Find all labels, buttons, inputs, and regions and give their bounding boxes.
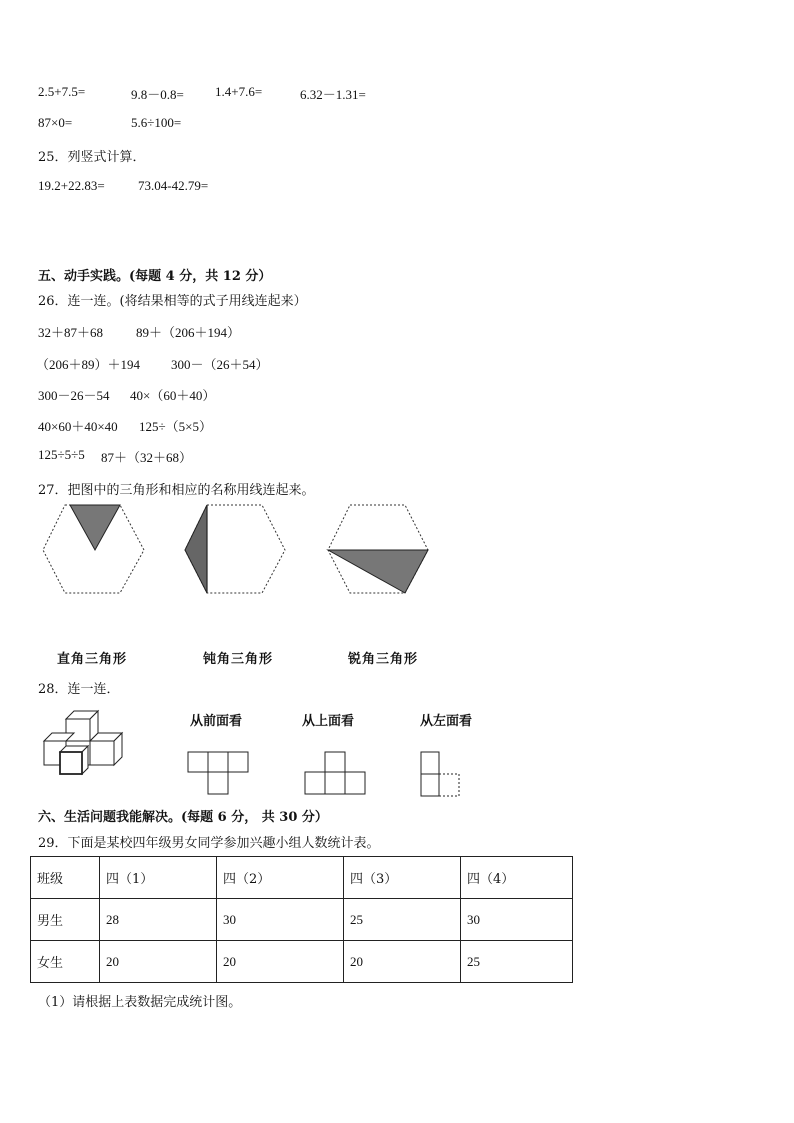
expression-left: 300－26－54 bbox=[38, 388, 110, 403]
vertical-calc-item: 73.04-42.79= bbox=[138, 178, 209, 193]
hexagon-acute-triangle-figure bbox=[325, 502, 433, 598]
table-cell: 20 bbox=[100, 941, 217, 983]
view-label-left: 从左面看 bbox=[420, 714, 473, 729]
view-label-front: 从前面看 bbox=[190, 714, 243, 729]
interest-group-stat-table bbox=[30, 856, 573, 983]
question-27-title: 27．把图中的三角形和相应的名称用线连起来。 bbox=[38, 483, 315, 498]
section-6-heading: 六、生活问题我能解决。(每题 6 分， 共 30 分） bbox=[38, 810, 328, 825]
expression-left: （206＋89）＋194 bbox=[36, 357, 141, 372]
question-29-title: 29．下面是某校四年级男女同学参加兴趣小组人数统计表。 bbox=[38, 836, 380, 851]
table-cell: 28 bbox=[100, 899, 217, 941]
table-cell: 25 bbox=[461, 941, 573, 983]
vertical-calc-item: 19.2+22.83= bbox=[38, 178, 105, 193]
view-label-top: 从上面看 bbox=[302, 714, 355, 729]
table-cell: 20 bbox=[344, 941, 461, 983]
triangle-name-label: 钝角三角形 bbox=[203, 652, 274, 667]
table-row bbox=[31, 941, 573, 983]
table-cell: 30 bbox=[217, 899, 344, 941]
hexagon-right-triangle-figure bbox=[40, 502, 150, 598]
expression-right: 300－（26＋54） bbox=[171, 357, 269, 372]
question-28-title: 28．连一连． bbox=[38, 682, 120, 697]
table-row bbox=[31, 899, 573, 941]
section-5-heading: 五、动手实践。(每题 4 分，共 12 分） bbox=[38, 269, 272, 284]
question-26-title: 26．连一连。(将结果相等的式子用线连起来） bbox=[38, 294, 307, 309]
table-header-cell: 四（4） bbox=[461, 857, 573, 899]
calc-item: 6.32－1.31= bbox=[300, 87, 366, 102]
triangle-name-label: 直角三角形 bbox=[57, 652, 128, 667]
table-cell: 30 bbox=[461, 899, 573, 941]
expression-right: 89＋（206＋194） bbox=[136, 325, 241, 340]
table-header-cell: 班级 bbox=[31, 857, 100, 899]
table-row-label: 男生 bbox=[31, 899, 100, 941]
left-view-figure bbox=[419, 750, 465, 800]
table-header-cell: 四（3） bbox=[344, 857, 461, 899]
table-row-label: 女生 bbox=[31, 941, 100, 983]
table-cell: 20 bbox=[217, 941, 344, 983]
calc-item: 5.6÷100= bbox=[131, 115, 182, 130]
expression-right: 125÷（5×5） bbox=[139, 419, 212, 434]
calc-item: 2.5+7.5= bbox=[38, 84, 86, 99]
expression-left: 32＋87＋68 bbox=[38, 325, 104, 340]
table-header-cell: 四（2） bbox=[217, 857, 344, 899]
triangle-name-label: 锐角三角形 bbox=[348, 652, 419, 667]
hexagon-obtuse-triangle-figure bbox=[182, 502, 290, 598]
table-header-cell: 四（1） bbox=[100, 857, 217, 899]
expression-left: 40×60＋40×40 bbox=[38, 419, 118, 434]
table-header-row bbox=[31, 857, 573, 899]
calc-item: 9.8－0.8= bbox=[131, 87, 184, 102]
expression-right: 40×（60＋40） bbox=[130, 388, 216, 403]
calc-item: 1.4+7.6= bbox=[215, 84, 263, 99]
question-25-title: 25．列竖式计算． bbox=[38, 150, 146, 165]
cube-stack-figure bbox=[42, 708, 132, 778]
front-view-figure bbox=[186, 750, 252, 798]
expression-left: 125÷5÷5 bbox=[38, 447, 85, 462]
top-view-figure bbox=[303, 750, 369, 798]
expression-right: 87＋（32＋68） bbox=[101, 450, 193, 465]
calc-item: 87×0= bbox=[38, 115, 73, 130]
table-cell: 25 bbox=[344, 899, 461, 941]
question-29-subquestion-1: （1）请根据上表数据完成统计图。 bbox=[38, 995, 242, 1010]
